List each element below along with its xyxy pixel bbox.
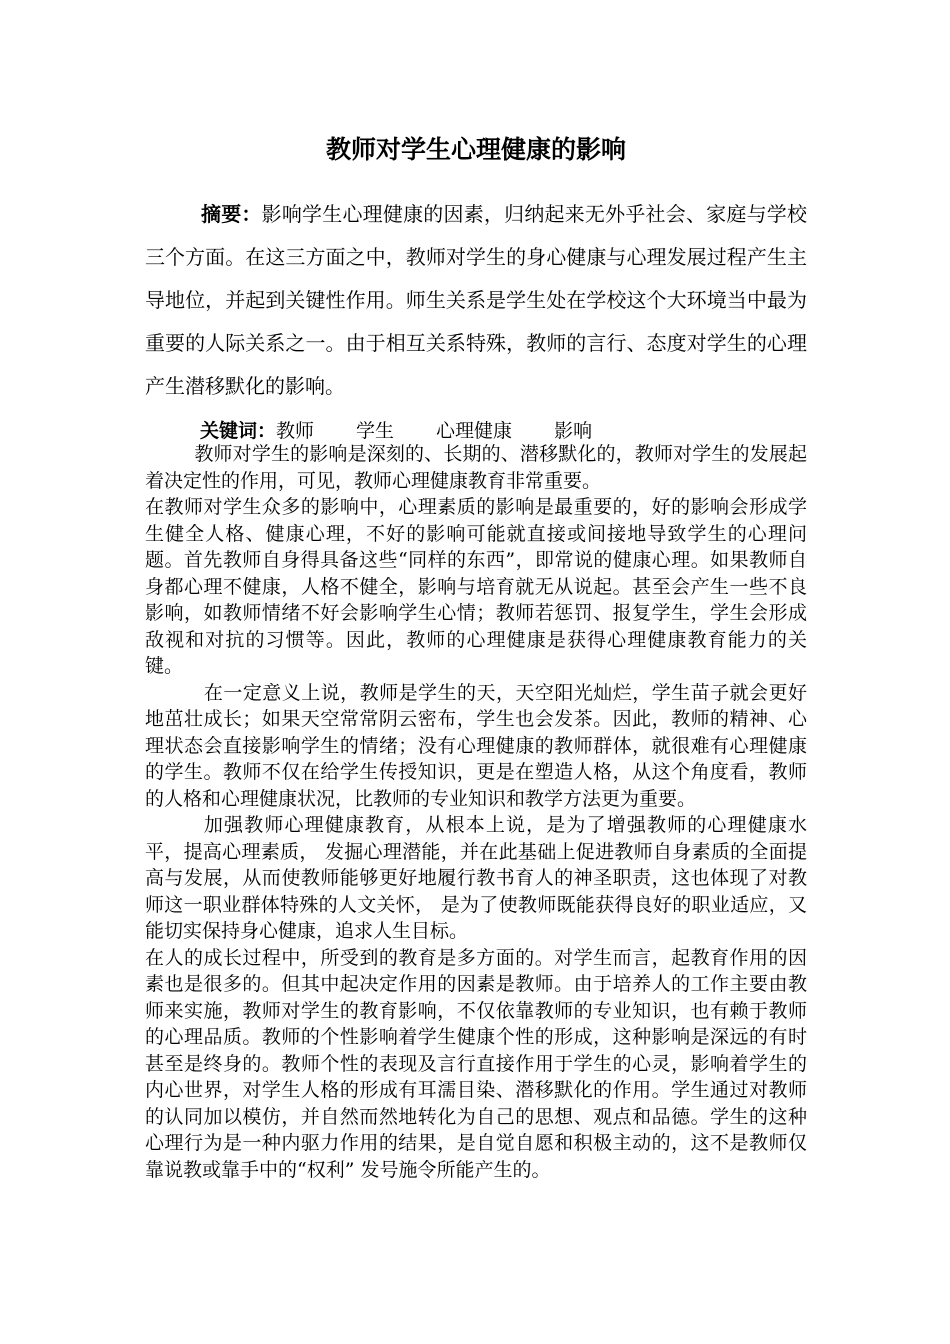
- body-paragraph: 在人的成长过程中，所受到的教育是多方面的。对学生而言，起教育作用的因素也是很多的。但其中起决定作用的因素是教师。由于培养人的工作主要由教师来实施，教师对学生的教育影响，不仅依靠教师的专业知识，也有赖于教师的心理品质。教师的个性影响着学生健康个性的形成，这种影响是深远的有时甚至是终身的。教师个性的表现及言行直接作用于学生的心灵，影响着学生的内心世界，对学生人格的形成有耳濡目染、潜移默化的作用。学生通过对教师的认同加以模仿，并自然而然地转化为自己的思想、观点和品德。学生的这种心理行为是一种内驱力作用的结果，是自觉自愿和积极主动的，这不是教师仅靠说教或靠手中的“权利” 发号施令所能产生的。: [145, 946, 807, 1181]
- keyword: 心理健康: [436, 420, 513, 442]
- keyword: 影响: [554, 420, 593, 442]
- body-paragraph: 在一定意义上说，教师是学生的天，天空阳光灿烂，学生苗子就会更好地茁壮成长；如果天空常常阴云密布，学生也会发茶。因此，教师的精神、心理状态会直接影响学生的情绪；没有心理健康的教师群体，就很难有心理健康的学生。教师不仅在给学生传授知识，更是在塑造人格，从这个角度看，教师的人格和心理健康状况，比教师的专业知识和教学方法更为重要。: [145, 681, 807, 810]
- document-title: 教师对学生心理健康的影响: [325, 135, 626, 164]
- keyword: 学生: [356, 420, 395, 442]
- abstract-label: 摘要：: [201, 202, 262, 226]
- keywords-label: 关键词：: [200, 420, 277, 442]
- body-paragraph: 在教师对学生众多的影响中，心理素质的影响是最重要的，好的影响会形成学生健全人格、健康心理，不好的影响可能就直接或间接地导致学生的心理问题。首先教师自身得具备这些“同样的东西”，即常说的健康心理。如果教师自身都心理不健康，人格不健全，影响与培育就无从说起。甚至会产生一些不良影响，如教师情绪不好会影响学生心情；教师若惩罚、报复学生，学生会形成敌视和对抗的习惯等。因此，教师的心理健康是获得心理健康教育能力的关键。: [145, 496, 807, 677]
- body-paragraph: 加强教师心理健康教育，从根本上说，是为了增强教师的心理健康水平，提高心理素质， 发掘心理潜能，并在此基础上促进教师自身素质的全面提高与发展，从而使教师能够更好地履行教书育人的神圣职责，这也体现了对教师这一职业群体特殊的人文关怀， 是为了使教师既能获得良好的职业适应，又能切实保持身心健康，追求人生目标。: [145, 814, 807, 942]
- keyword: 教师: [276, 420, 315, 442]
- body-paragraph: 教师对学生的影响是深刻的、长期的、潜移默化的，教师对学生的发展起着决定性的作用，可见，教师心理健康教育非常重要。: [145, 443, 807, 492]
- abstract-paragraph: [145, 193, 807, 408]
- abstract-text: 影响学生心理健康的因素，归纳起来无外乎社会、家庭与学校三个方面。在这三方面之中，教师对学生的身心健康与心理发展过程产生主导地位，并起到关键性作用。师生关系是学生处在学校这个大环境当中最为重要的人际关系之一。由于相互关系特殊，教师的言行、态度对学生的心理产生潜移默化的影响。: [145, 202, 808, 398]
- body-text: [145, 441, 807, 1183]
